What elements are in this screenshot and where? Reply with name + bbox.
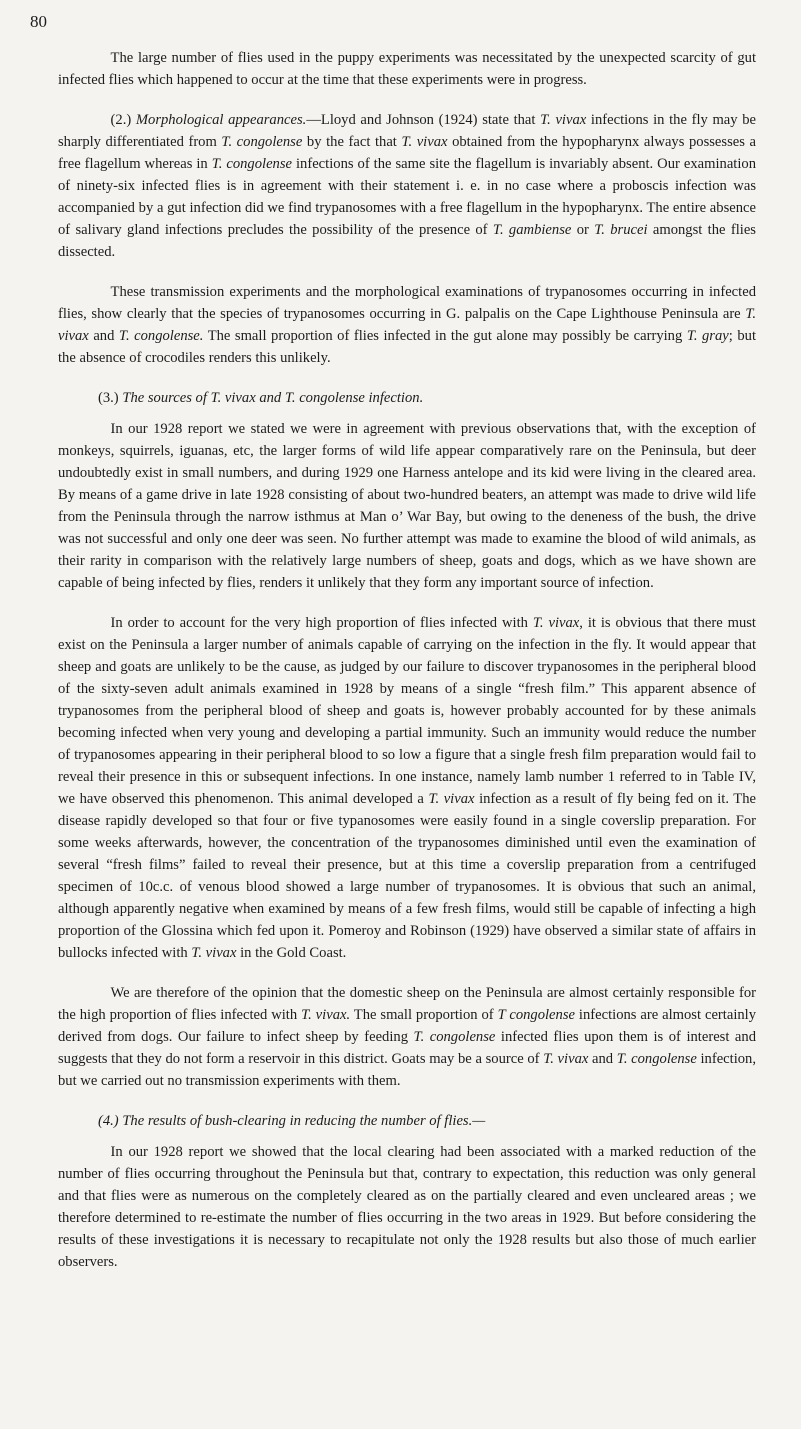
section-heading-sources-of-infection: (3.) The sources of T. vivax and T. congolense infection.	[98, 390, 424, 406]
paragraph-transmission-experiments: These transmission experiments and the morphological examinations of trypanosomes occurring in infected flies, show clearly that the species of trypanosomes occurring in G. palpalis on the Cape Lighthouse Peninsula are T. vivax and T. congolense. The small proportion of flies infected in the gut alone may possibly be carrying T. gray; but the absence of crocodiles renders this unlikely.	[58, 284, 757, 366]
paragraph-sheep-and-goats: In order to account for the very high proportion of flies infected with T. vivax, it is obvious that there must exist on the Peninsula a larger number of animals capable of carrying on the infection in the fly. It would appear that sheep and goats are unlikely to be the cause, as judged by our failure to discover trypanosomes in the peripheral blood of the sixty-seven adult animals examined in 1928 by means of a single “fresh film.” This apparent absence of trypanosomes from the peripheral blood of sheep and goats is, however probably accounted for by these animals becoming infected when very young and developing a partial immunity. Such an immunity would reduce the number of trypanosomes appearing in their peripheral blood to so low a figure that a single fresh film preparation would fail to reveal their presence in this or subsequent infections. In one instance, namely lamb number 1 referred to in Table IV, we have observed this phenomenon. This animal developed a T. vivax infection as a result of fly being fed on it. The disease rapidly developed so that four or five typanosomes were easily found in a single coverslip preparation. For some weeks afterwards, however, the concentration of the trypanosomes diminished until even the examination of several “fresh films” failed to reveal their presence, but at this time a coverslip preparation from a centrifuged specimen of 10c.c. of venous blood showed a large number of trypanosomes. It is obvious that such an animal, although apparently negative when examined by means of a few fresh films, would still be capable of infecting a high proportion of the Glossina which fed upon it. Pomeroy and Robinson (1929) have observed a similar state of affairs in bullocks infected with T. vivax in the Gold Coast.	[58, 615, 756, 961]
body-text	[58, 47, 756, 1273]
paragraph-1928-report: In our 1928 report we showed that the local clearing had been associated with a marked reduction of the number of flies occurring throughout the Peninsula but that, contrary to expectation, this reduction was only general and that flies were as numerous on the completely cleared as on the partially cleared and even uncleared areas ; we therefore determined to re-estimate the number of flies occurring in the two areas in 1929. But before considering the results of these investigations it is necessary to recapitulate not only the 1928 results but also those of much earlier observers.	[58, 1144, 756, 1270]
paragraph-wild-life: In our 1928 report we stated we were in agreement with previous observations that, with the exception of monkeys, squirrels, iguanas, etc, the larger forms of wild life appear comparatively rare on the Peninsula, but deer undoubtedly exist in small numbers, and during 1929 one Harness antelope and its kid were living in the cleared area. By means of a game drive in late 1928 consisting of about two-hundred beaters, an attempt was made to drive wild life from the Peninsula through the narrow isthmus at Man o’ War Bay, but owing to the deneness of the bush, the drive was not successful and only one deer was seen. No further attempt was made to examine the blood of wild animals, as their rarity in comparison with the relatively large numbers of sheep, goats and dogs, which as we have shown are capable of being infected by flies, renders it unlikely that they form any important source of infection.	[58, 421, 756, 591]
paragraph-morphological-appearances: (2.) Morphological appearances.—Lloyd and Johnson (1924) state that T. vivax infections in the fly may be sharply differentiated from T. congolense by the fact that T. vivax obtained from the hypopharynx always possesses a free flagellum whereas in T. congolense infections of the same site the flagellum is invariably absent. Our examination of ninety-six infected flies is in agreement with their statement i. e. in no case where a proboscis infection was accompanied by a gut infection did we find trypanosomes with a free flagellum in the hypopharynx. The entire absence of salivary gland infections precludes the possibility of the presence of T. gambiense or T. brucei amongst the flies dissected.	[58, 112, 757, 260]
paragraph-puppy-experiments: The large number of flies used in the puppy experiments was necessitated by the unexpected scarcity of gut infected flies which happened to occur at the time that these experiments were in progress.	[58, 50, 756, 88]
section-heading-bush-clearing: (4.) The results of bush-clearing in reducing the number of flies.—	[98, 1113, 486, 1129]
paragraph-domestic-sheep-opinion: We are therefore of the opinion that the domestic sheep on the Peninsula are almost certainly responsible for the high proportion of flies infected with T. vivax. The small proportion of T congolense infections are almost certainly derived from dogs. Our failure to infect sheep by feeding T. congolense infected flies upon them is of interest and suggests that they do not form a reservoir in this district. Goats may be a source of T. vivax and T. congolense infection, but we carried out no transmission experiments with them.	[58, 985, 757, 1089]
page-number: 80	[30, 12, 47, 31]
